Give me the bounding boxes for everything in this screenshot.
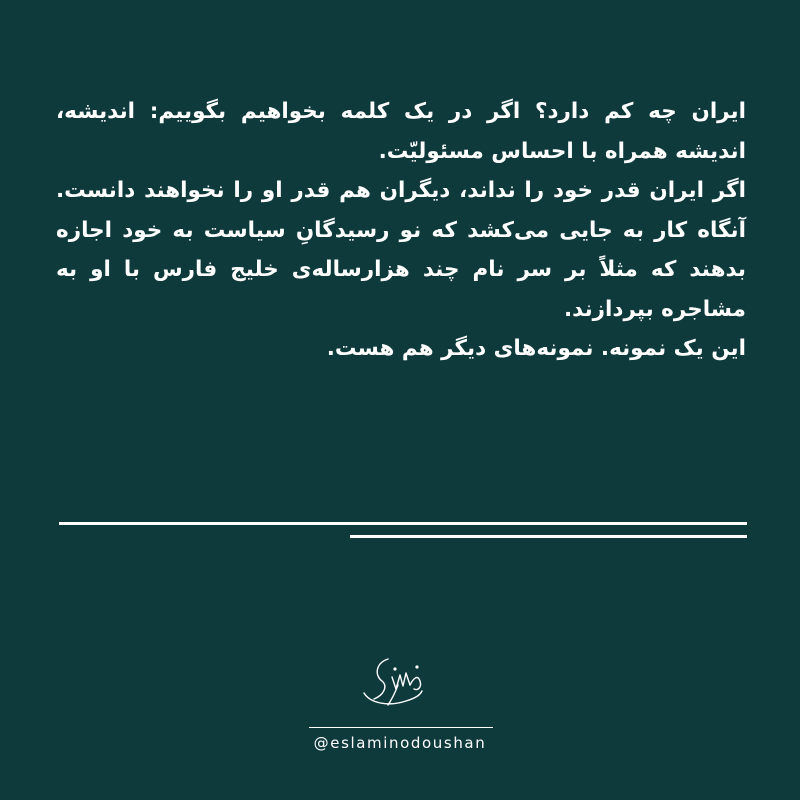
quote-text xyxy=(56,92,746,369)
quote-paragraph-3: این یک نمونه. نمونه‌های دیگر هم هست. xyxy=(326,336,746,361)
quote-paragraph-1: ایران چه کم دارد؟ اگر در یک کلمه بخواهیم بگوییم: اندیشه، اندیشه همراه با احساس مسئولیّت. xyxy=(56,99,746,164)
author-handle: @eslaminodoushan xyxy=(313,734,487,752)
signature-icon xyxy=(348,655,448,715)
quote-paragraph-2: اگر ایران قدر خود را نداند، دیگران هم قدر او را نخواهند دانست. آنگاه کار به جایی می‌کشد که نو رسیدگانِ سیاست به خود اجازه بدهند که مثلاً بر سر نام چند هزارساله‌ی خلیج فارس با او به مشاجره بپردازند. xyxy=(56,178,746,322)
signature-underline xyxy=(309,727,493,728)
divider-short xyxy=(350,535,747,538)
divider-long xyxy=(59,522,747,525)
